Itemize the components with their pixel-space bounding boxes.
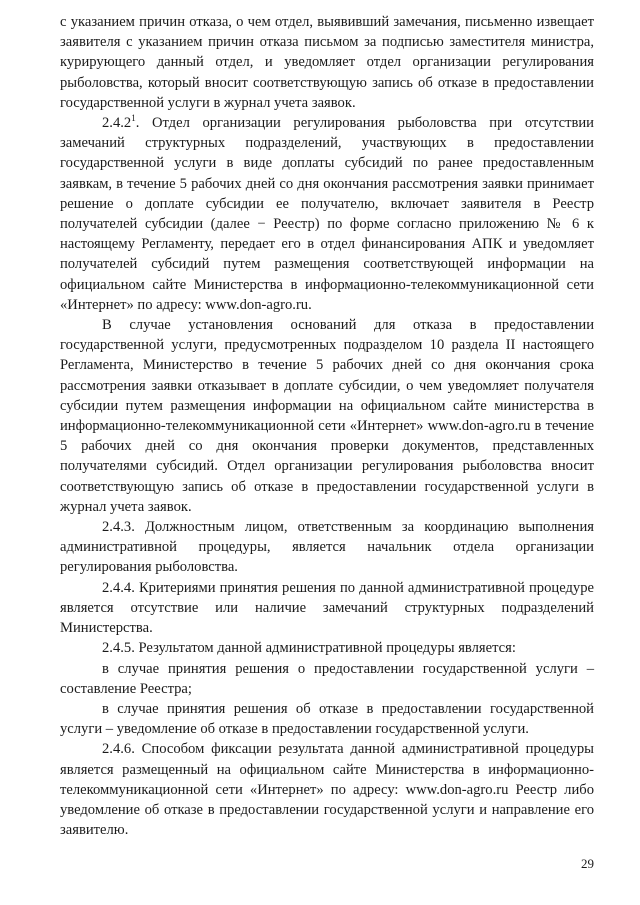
paragraph-2-4-3: 2.4.3. Должностным лицом, ответственным за координацию выполнения административной процедуры, является начальник отдела организации регулирования рыболовства. bbox=[60, 519, 594, 576]
paragraph-refusal-continuation: с указанием причин отказа, о чем отдел, выявивший замечания, письменно извещает заявителя с указанием причин отказа письмом за подписью заместителя министра, курирующего данный отдел, и уведомляет отдел организации регулирования рыболовства, который вносит соответствующую запись об отказе в предоставлении государственной услуги в журнал учета заявок. bbox=[60, 14, 594, 111]
document-body bbox=[60, 12, 594, 840]
paragraph-2-4-4: 2.4.4. Критериями принятия решения по данной административной процедуре является отсутствие или наличие замечаний структурных подразделений Министерства. bbox=[60, 579, 594, 637]
page-number: 29 bbox=[581, 856, 594, 871]
paragraph-2-4-5: 2.4.5. Результатом данной административной процедуры является: bbox=[102, 640, 516, 657]
paragraph-2-4-2-1 bbox=[60, 113, 594, 315]
clause-superscript: 1 bbox=[131, 113, 136, 124]
paragraph-2-4-6: 2.4.6. Способом фиксации результата данной административной процедуры является размещенный на официальном сайте Министерства в информационно-телекоммуникационной сети «Интернет» по адресу: www.don-agro.ru Реестр либо уведомление об отказе в предоставлении государственной услуги и направление его заявителю. bbox=[60, 741, 594, 839]
paragraph-result-refusal: в случае принятия решения об отказе в предоставлении государственной услуги – уведомление об отказе в предоставлении государственной услуги. bbox=[60, 700, 594, 738]
clause-text: . Отдел организации регулирования рыболовства при отсутствии замечаний структурных подразделений, участвующих в предоставлении государственной услуги в виде доплаты субсидий по ранее предоставленным заявкам, в течение 5 рабочих дней со дня окончания рассмотрения заявки принимает решение о доплате субсидии ее получателю, включает заявителя в Реестр получателей субсидии (далее − Реестр) по форме согласно приложению № 6 к настоящему Регламенту, передает его в отдел финансирования АПК и уведомляет получателей субсидий путем размещения соответствующей информации на официальном сайте Министерства в информационно-телекоммуникационной сети «Интернет» по адресу: www.don-agro.ru. bbox=[60, 115, 594, 313]
paragraph-result-approval: в случае принятия решения о предоставлении государственной услуги – составление Реестра; bbox=[60, 660, 594, 697]
clause-number: 2.4.2 bbox=[102, 115, 132, 132]
paragraph-refusal-case: В случае установления оснований для отказа в предоставлении государственной услуги, предусмотренных подразделом 10 раздела II настоящего Регламента, Министерство в течение 5 рабочих дней со дня окончания срока рассмотрения заявки отказывает в доплате субсидии, о чем уведомляет получателя субсидии путем размещения информации на официальном сайте министерства в информационно-телекоммуникационной сети «Интернет» www.don-agro.ru в течение 5 рабочих дней со дня окончания проверки документов, представленных получателями субсидий. Отдел организации регулирования рыболовства вносит соответствующую запись об отказе в предоставлении государственной услуги в журнал учета заявок. bbox=[60, 317, 594, 515]
